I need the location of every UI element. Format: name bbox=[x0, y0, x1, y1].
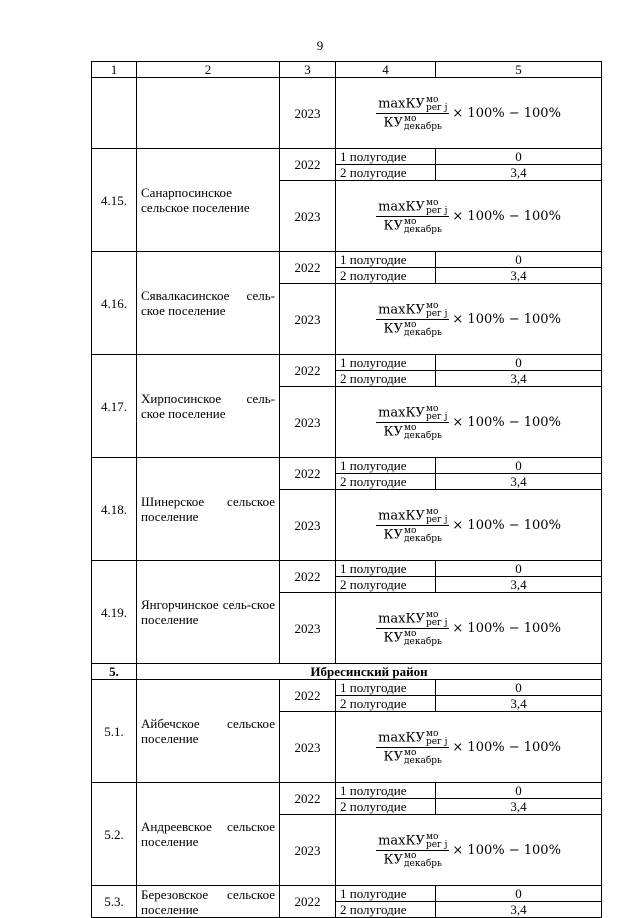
year-cell: 2022 bbox=[280, 783, 336, 815]
year-cell: 2023 bbox=[280, 387, 336, 458]
continuation-num-cell bbox=[92, 78, 137, 149]
half-value: 0 bbox=[436, 458, 602, 474]
half-value: 0 bbox=[436, 886, 602, 902]
formula-numerator: maxКУ мо рег j bbox=[378, 94, 448, 113]
page-number: 9 bbox=[316, 38, 324, 53]
row-h1 bbox=[92, 561, 602, 577]
half-value: 0 bbox=[436, 149, 602, 165]
formula-fraction bbox=[376, 405, 449, 440]
half-label: 1 полугодие bbox=[336, 252, 436, 268]
half-label: 2 полугодие bbox=[336, 696, 436, 712]
settlement-name: Шинерское сельское поселение bbox=[137, 458, 280, 561]
formula-cell bbox=[336, 593, 602, 664]
formula-denominator: КУ мо декабрь bbox=[383, 525, 442, 544]
half-label: 2 полугодие bbox=[336, 474, 436, 490]
formula-denominator: КУ мо декабрь bbox=[383, 628, 442, 647]
formula-fraction bbox=[376, 611, 449, 646]
formula-denominator: КУ мо декабрь bbox=[383, 113, 442, 132]
half-value: 0 bbox=[436, 783, 602, 799]
formula-denominator: КУ мо декабрь bbox=[383, 319, 442, 338]
year-cell: 2022 bbox=[280, 149, 336, 181]
formula-tail: × 100% − 100% bbox=[452, 208, 561, 224]
row-number: 4.15. bbox=[92, 149, 137, 252]
half-value: 0 bbox=[436, 561, 602, 577]
formula-tail: × 100% − 100% bbox=[452, 842, 561, 858]
year-cell: 2023 bbox=[280, 181, 336, 252]
formula-fraction bbox=[376, 508, 449, 543]
formula-cell bbox=[336, 815, 602, 886]
half-label: 1 полугодие bbox=[336, 783, 436, 799]
year-cell: 2023 bbox=[280, 712, 336, 783]
year-cell: 2023 bbox=[280, 78, 336, 149]
half-label: 1 полугодие bbox=[336, 355, 436, 371]
formula-numerator: maxКУ мо рег j bbox=[378, 300, 448, 319]
row-h1 bbox=[92, 680, 602, 696]
formula-fraction bbox=[376, 730, 449, 765]
half-label: 1 полугодие bbox=[336, 149, 436, 165]
row-h1 bbox=[92, 355, 602, 371]
half-value: 3,4 bbox=[436, 696, 602, 712]
year-cell: 2022 bbox=[280, 355, 336, 387]
formula-tail: × 100% − 100% bbox=[452, 414, 561, 430]
section-number: 5. bbox=[92, 664, 137, 680]
half-label: 2 полугодие bbox=[336, 902, 436, 918]
section-title: Ибресинский район bbox=[137, 664, 602, 680]
year-cell: 2023 bbox=[280, 593, 336, 664]
formula-cell bbox=[336, 78, 602, 149]
header-row bbox=[92, 62, 602, 78]
header-col-4: 4 bbox=[336, 62, 436, 78]
formula-cell bbox=[336, 181, 602, 252]
year-cell: 2022 bbox=[280, 252, 336, 284]
year-cell: 2022 bbox=[280, 680, 336, 712]
half-value: 0 bbox=[436, 355, 602, 371]
row-number: 4.16. bbox=[92, 252, 137, 355]
half-value: 3,4 bbox=[436, 577, 602, 593]
row-number: 5.1. bbox=[92, 680, 137, 783]
row-h1 bbox=[92, 149, 602, 165]
formula-denominator: КУ мо декабрь bbox=[383, 216, 442, 235]
year-cell: 2022 bbox=[280, 886, 336, 918]
half-label: 2 полугодие bbox=[336, 268, 436, 284]
settlement-name: Сявалкасинское сель-ское поселение bbox=[137, 252, 280, 355]
header-col-3: 3 bbox=[280, 62, 336, 78]
header-col-1: 1 bbox=[92, 62, 137, 78]
formula-numerator: maxКУ мо рег j bbox=[378, 831, 448, 850]
half-value: 0 bbox=[436, 252, 602, 268]
header-col-5: 5 bbox=[436, 62, 602, 78]
formula-cell bbox=[336, 284, 602, 355]
row-h1 bbox=[92, 458, 602, 474]
half-label: 1 полугодие bbox=[336, 680, 436, 696]
half-label: 1 полугодие bbox=[336, 458, 436, 474]
half-value: 3,4 bbox=[436, 371, 602, 387]
half-value: 3,4 bbox=[436, 902, 602, 918]
half-value: 3,4 bbox=[436, 799, 602, 815]
formula-tail: × 100% − 100% bbox=[452, 739, 561, 755]
half-label: 2 полугодие bbox=[336, 165, 436, 181]
half-label: 2 полугодие bbox=[336, 577, 436, 593]
half-value: 0 bbox=[436, 680, 602, 696]
formula-numerator: maxКУ мо рег j bbox=[378, 609, 448, 628]
row-number: 5.3. bbox=[92, 886, 137, 918]
half-label: 2 полугодие bbox=[336, 799, 436, 815]
formula-fraction bbox=[376, 199, 449, 234]
formula-fraction bbox=[376, 96, 449, 131]
settlement-name: Айбечское сельское поселение bbox=[137, 680, 280, 783]
half-label: 1 полугодие bbox=[336, 561, 436, 577]
settlement-name: Янгорчинское сель-ское поселение bbox=[137, 561, 280, 664]
formula-tail: × 100% − 100% bbox=[452, 105, 561, 121]
settlement-name: Санарпосинское сельское поселение bbox=[137, 149, 280, 252]
row-number: 4.18. bbox=[92, 458, 137, 561]
year-cell: 2023 bbox=[280, 490, 336, 561]
formula-fraction bbox=[376, 302, 449, 337]
row-number: 5.2. bbox=[92, 783, 137, 886]
year-cell: 2022 bbox=[280, 561, 336, 593]
formula-denominator: КУ мо декабрь bbox=[383, 850, 442, 869]
formula-denominator: КУ мо декабрь bbox=[383, 422, 442, 441]
section-row bbox=[92, 664, 602, 680]
year-cell: 2023 bbox=[280, 815, 336, 886]
half-label: 1 полугодие bbox=[336, 886, 436, 902]
formula-tail: × 100% − 100% bbox=[452, 517, 561, 533]
row-number: 4.19. bbox=[92, 561, 137, 664]
year-cell: 2023 bbox=[280, 284, 336, 355]
row-number: 4.17. bbox=[92, 355, 137, 458]
settlement-name: Березовское сельское поселение bbox=[137, 886, 280, 918]
half-value: 3,4 bbox=[436, 474, 602, 490]
header-col-2: 2 bbox=[137, 62, 280, 78]
formula-denominator: КУ мо декабрь bbox=[383, 747, 442, 766]
formula-cell bbox=[336, 712, 602, 783]
settlement-name: Андреевское сельское поселение bbox=[137, 783, 280, 886]
formula-tail: × 100% − 100% bbox=[452, 620, 561, 636]
formula-numerator: maxКУ мо рег j bbox=[378, 403, 448, 422]
half-label: 2 полугодие bbox=[336, 371, 436, 387]
formula-numerator: maxКУ мо рег j bbox=[378, 506, 448, 525]
year-cell: 2022 bbox=[280, 458, 336, 490]
row-h1 bbox=[92, 252, 602, 268]
data-table bbox=[91, 61, 602, 918]
half-value: 3,4 bbox=[436, 268, 602, 284]
formula-fraction bbox=[376, 833, 449, 868]
half-value: 3,4 bbox=[436, 165, 602, 181]
row-h1 bbox=[92, 886, 602, 902]
formula-numerator: maxКУ мо рег j bbox=[378, 728, 448, 747]
row-h1 bbox=[92, 783, 602, 799]
continuation-row bbox=[92, 78, 602, 149]
formula-cell bbox=[336, 490, 602, 561]
settlement-name: Хирпосинское сель-ское поселение bbox=[137, 355, 280, 458]
continuation-name-cell bbox=[137, 78, 280, 149]
formula-numerator: maxКУ мо рег j bbox=[378, 197, 448, 216]
formula-tail: × 100% − 100% bbox=[452, 311, 561, 327]
formula-cell bbox=[336, 387, 602, 458]
